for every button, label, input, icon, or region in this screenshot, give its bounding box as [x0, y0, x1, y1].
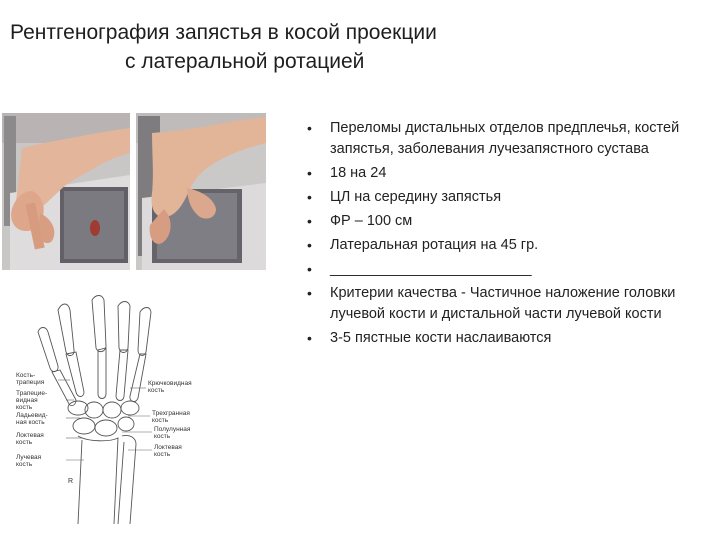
label-trapezoid: Трапециe- видная кость [16, 390, 48, 411]
bullet-item: • Переломы дистальных отделов предплечья, костей запястья, заболевания лучезапястного сустава [305, 118, 705, 160]
label-scaphoid: Ладьевид- ная кость [16, 412, 48, 426]
bullet-item: • 18 на 24 [305, 163, 705, 184]
label-radius: Лучевая кость [16, 454, 42, 468]
bullet-list [305, 118, 705, 352]
label-trapezium: Кость- трапеция [16, 372, 45, 386]
title-line-1: Рентгенография запястья в косой проекции [10, 21, 437, 44]
bullet-item: • 3-5 пястные кости наслаиваются [305, 328, 705, 349]
bullet-item: • ЦЛ на середину запястья [305, 187, 705, 208]
marker-letter: R [68, 478, 74, 485]
label-ulna-right: Локтевая кость [154, 444, 182, 458]
slide-title [10, 18, 570, 76]
title-line-2: с латеральной ротацией [125, 50, 365, 73]
wrist-bone-diagram [18, 292, 218, 524]
wrist-positioning-photo [2, 113, 266, 270]
bullet-item: • Критерии качества - Частичное наложение головки лучевой кости и дистальной части лучевой кости [305, 283, 705, 325]
bullet-item: • ФР – 100 см [305, 211, 705, 232]
label-triquetrum: Трехгранная кость [152, 410, 190, 424]
bullet-item: • Латеральная ротация на 45 гр. [305, 235, 705, 256]
bullet-item: • _________________________ [305, 259, 705, 280]
label-hamate: Крючковидная кость [148, 380, 192, 394]
label-ulna-left: Локтевая кость [16, 432, 44, 446]
label-lunate: Полулунная кость [154, 426, 191, 440]
